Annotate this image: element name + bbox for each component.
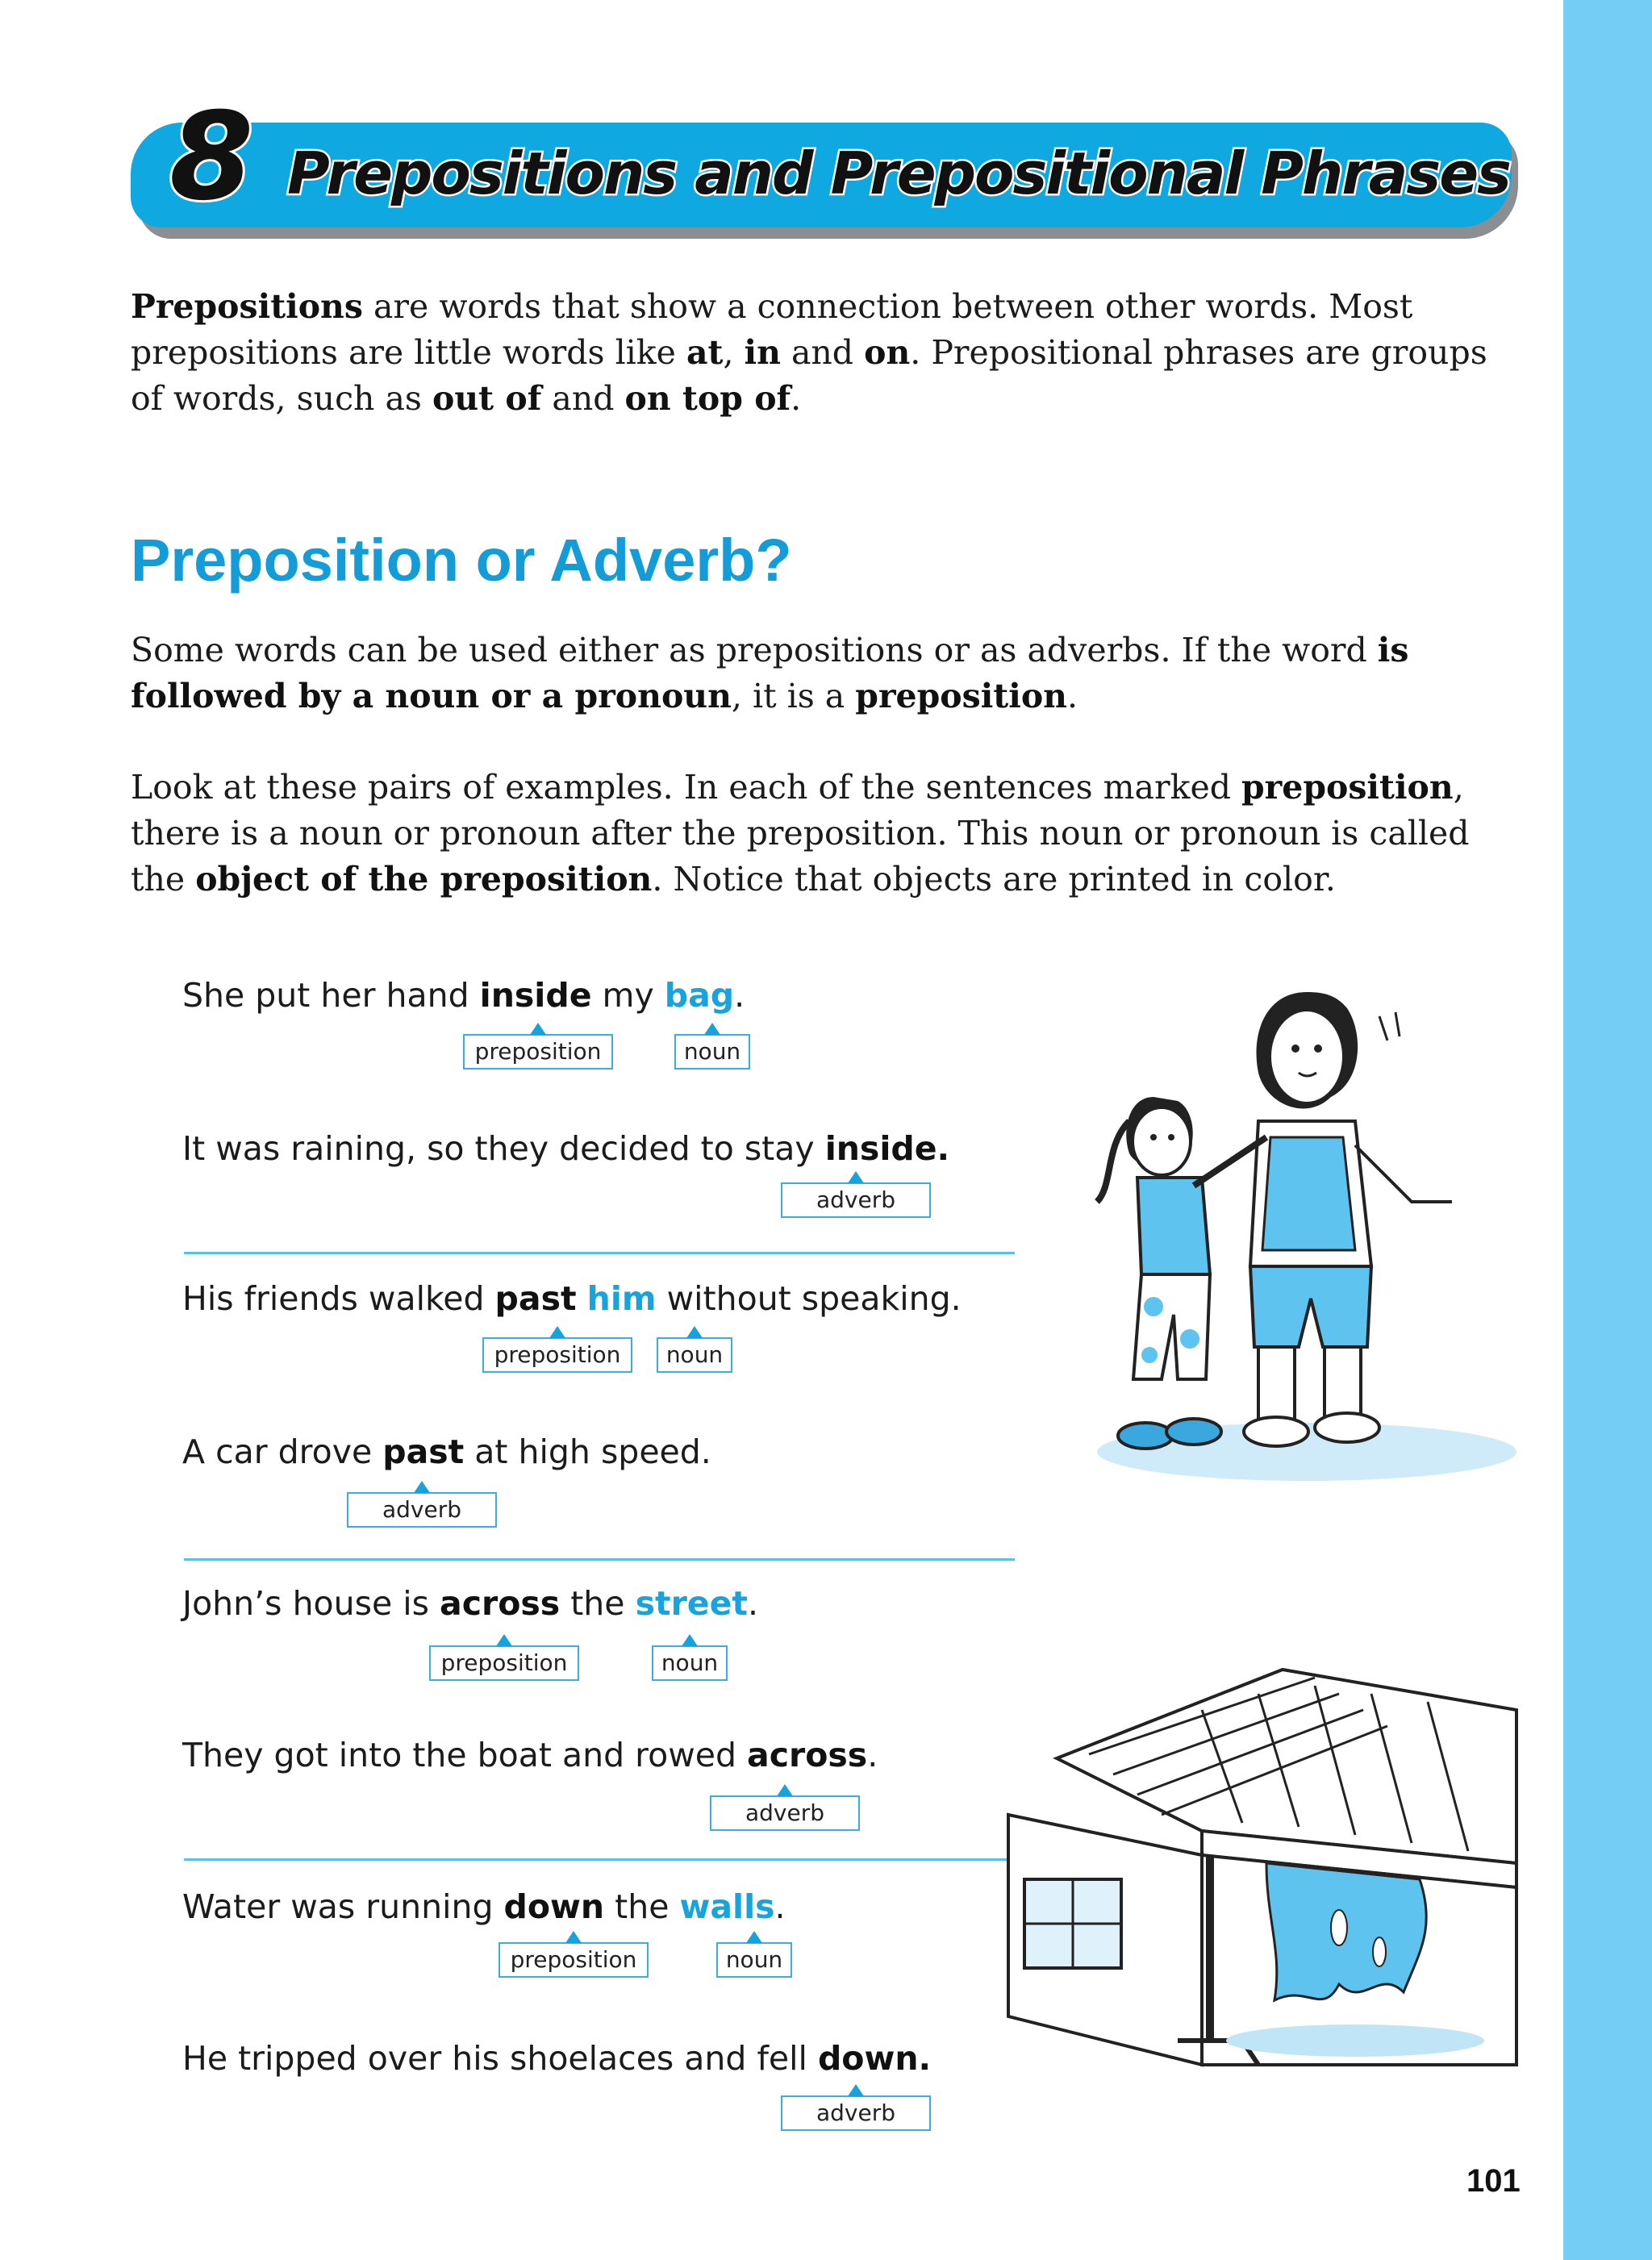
adverb-tag: adverb <box>781 1182 931 1218</box>
example-sentence: She put her hand inside my bag. <box>182 976 745 1015</box>
divider <box>184 1252 1015 1254</box>
two-girls-illustration <box>1065 960 1516 1492</box>
example-sentence: Water was running down the walls. <box>182 1887 786 1926</box>
example-sentence: John’s house is across the street. <box>182 1584 759 1623</box>
preposition-tag: preposition <box>463 1034 613 1070</box>
noun-tag: noun <box>657 1337 732 1373</box>
chapter-title: Prepositions and Prepositional Phrases <box>287 140 1510 207</box>
page-number: 101 <box>1466 2163 1521 2199</box>
noun-tag: noun <box>674 1034 750 1070</box>
preposition-tag: preposition <box>429 1645 579 1681</box>
divider <box>184 1558 1015 1561</box>
example-sentence: A car drove past at high speed. <box>182 1432 711 1471</box>
preposition-tag: preposition <box>482 1337 632 1373</box>
instruction-paragraph: Look at these pairs of examples. In each of the sentences marked preposition, there is a noun or pronoun after the preposition. This noun or pronoun is called the object of the preposition. Notice that objects are printed in color. <box>131 768 1470 899</box>
adverb-tag: adverb <box>710 1795 860 1831</box>
example-sentence: His friends walked past him without speaking. <box>182 1279 962 1318</box>
intro-paragraph: Prepositions are words that show a connection between other words. Most prepositions are little words like at, in and on. Prepositional phrases are groups of words, such as out of and on top of. <box>131 287 1487 418</box>
example-sentence: He tripped over his shoelaces and fell down. <box>182 2039 932 2078</box>
definition-paragraph: Some words can be used either as prepositions or as adverbs. If the word is followed by a noun or a pronoun, it is a preposition. <box>131 631 1409 715</box>
example-sentence: They got into the boat and rowed across. <box>182 1736 878 1774</box>
section-heading: Preposition or Adverb? <box>131 527 792 594</box>
preposition-tag: preposition <box>499 1942 649 1978</box>
adverb-tag: adverb <box>781 2095 931 2131</box>
house-water-illustration <box>1000 1662 1525 2073</box>
divider <box>184 1858 1015 1861</box>
side-color-bar <box>1563 0 1652 2260</box>
noun-tag: noun <box>716 1942 792 1978</box>
adverb-tag: adverb <box>347 1492 497 1528</box>
chapter-number: 8 <box>169 87 251 227</box>
noun-tag: noun <box>652 1645 728 1681</box>
example-sentence: It was raining, so they decided to stay inside. <box>182 1129 950 1168</box>
